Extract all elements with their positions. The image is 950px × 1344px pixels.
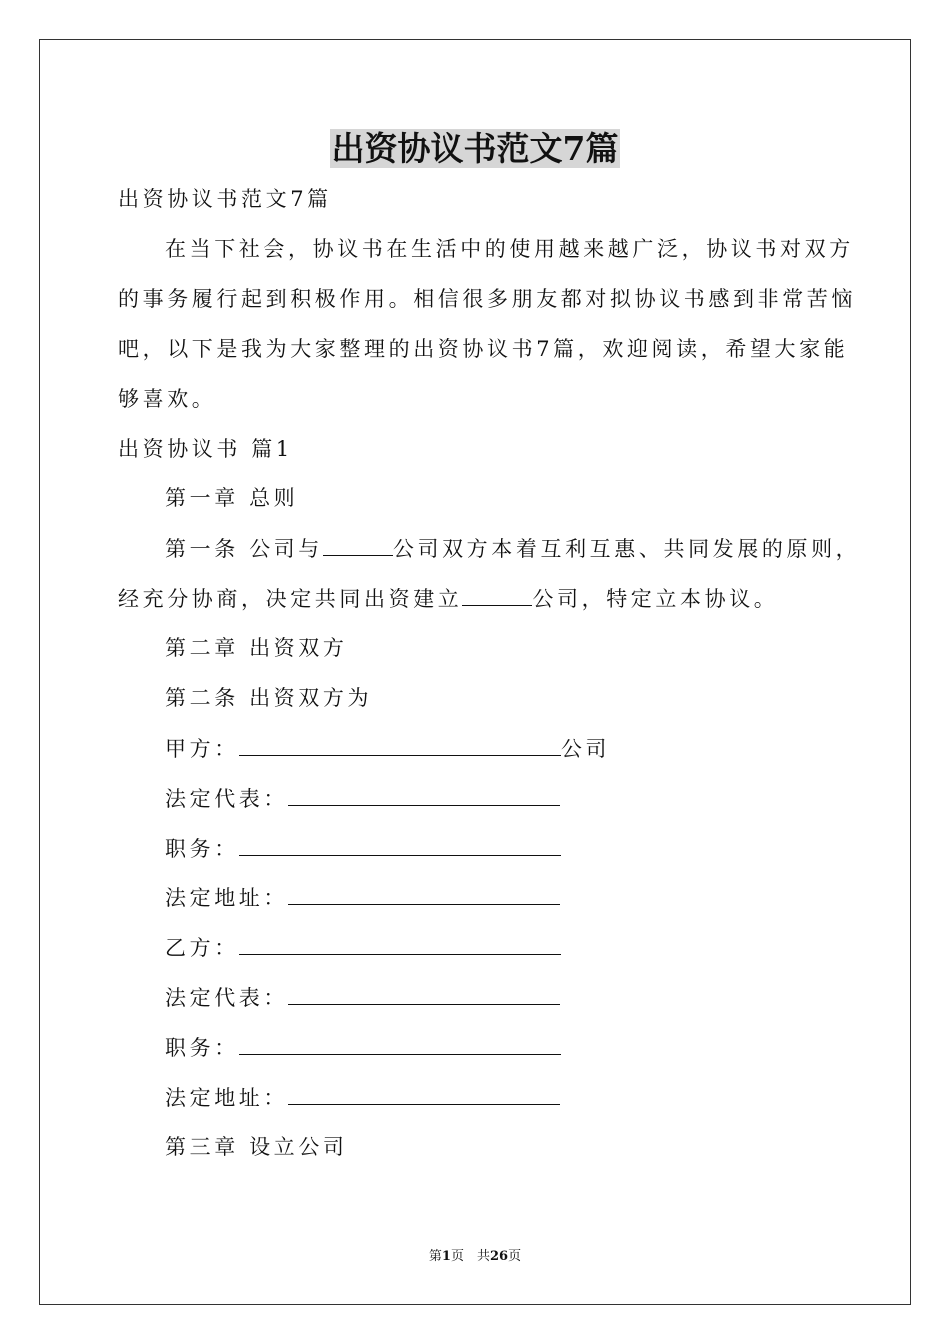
legal-address-label: 法定地址：	[165, 886, 288, 910]
party-a-legal-rep-row	[165, 783, 560, 814]
intro-line-2: 的事务履行起到积极作用。相信很多朋友都对拟协议书感到非常苦恼	[118, 287, 856, 311]
legal-rep-blank	[288, 783, 560, 806]
article-1-text-d: 公司，特定立本协议。	[532, 587, 779, 611]
party-a-blank	[239, 733, 561, 756]
legal-address-blank	[288, 1082, 560, 1105]
party-a-label: 甲方：	[165, 737, 239, 761]
footer-middle: 页 共	[450, 1249, 490, 1264]
party-b-blank	[239, 932, 561, 955]
position-label: 职务：	[165, 837, 239, 861]
party-b-position-row	[165, 1032, 561, 1063]
document-title-text: 出资协议书范文7篇	[331, 129, 619, 168]
company-name-blank-2	[462, 583, 532, 606]
legal-rep-label: 法定代表：	[165, 986, 288, 1010]
legal-address-blank	[288, 882, 560, 905]
chapter-3-heading: 第三章 设立公司	[165, 1135, 348, 1159]
company-name-blank-1	[323, 533, 393, 556]
party-b-legal-rep-row	[165, 982, 560, 1013]
document-title	[0, 126, 950, 172]
party-b-label: 乙方：	[165, 936, 239, 960]
intro-line-1: 在当下社会，协议书在生活中的使用越来越广泛，协议书对双方	[165, 237, 854, 261]
page-border	[39, 39, 911, 1305]
section-heading: 出资协议书 篇1	[118, 437, 293, 461]
article-2: 第二条 出资双方为	[165, 686, 373, 710]
article-1-text-b: 公司双方本着互利互惠、共同发展的原则，	[392, 537, 861, 561]
party-a-row	[165, 733, 610, 764]
footer-page-number: 1	[441, 1249, 451, 1264]
chapter-1-heading: 第一章 总则	[165, 486, 299, 510]
article-1-line-1	[165, 533, 860, 564]
footer-suffix: 页	[508, 1249, 522, 1264]
party-a-suffix: 公司	[560, 737, 611, 761]
position-blank	[239, 833, 561, 856]
party-b-address-row	[165, 1082, 560, 1113]
party-a-position-row	[165, 833, 561, 864]
footer-prefix: 第	[428, 1249, 442, 1264]
intro-line-3: 吧，以下是我为大家整理的出资协议书7篇，欢迎阅读，希望大家能	[118, 337, 849, 361]
legal-rep-label: 法定代表：	[165, 787, 288, 811]
position-label: 职务：	[165, 1036, 239, 1060]
page-footer	[0, 1248, 950, 1266]
legal-rep-blank	[288, 982, 560, 1005]
party-b-row	[165, 932, 561, 963]
party-a-address-row	[165, 882, 560, 913]
position-blank	[239, 1032, 561, 1055]
article-1-text-a: 第一条 公司与	[165, 537, 323, 561]
article-1-text-c: 经充分协商，决定共同出资建立	[118, 587, 463, 611]
intro-line-4: 够喜欢。	[118, 387, 217, 411]
chapter-2-heading: 第二章 出资双方	[165, 636, 348, 660]
footer-total-pages: 26	[489, 1249, 509, 1264]
article-1-line-2	[118, 583, 778, 614]
subtitle: 出资协议书范文7篇	[118, 187, 332, 211]
legal-address-label: 法定地址：	[165, 1086, 288, 1110]
